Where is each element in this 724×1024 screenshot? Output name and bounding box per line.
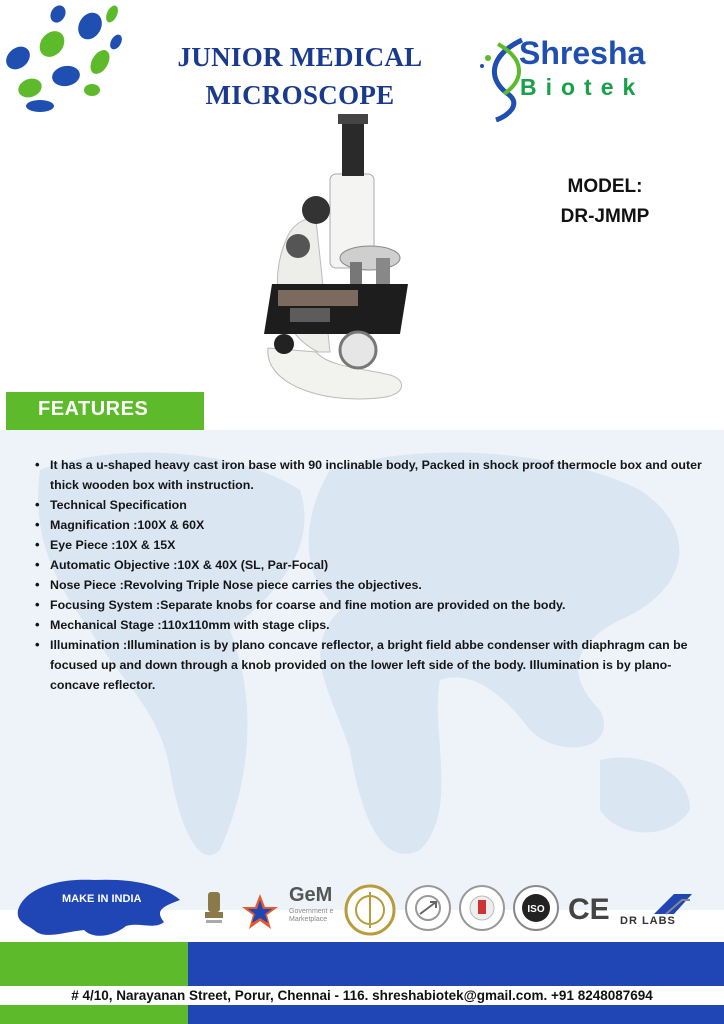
feature-item: • Automatic Objective :10X & 40X (SL, Par-Focal)	[32, 555, 712, 575]
model-value: DR-JMMP	[560, 206, 650, 227]
feature-item: • Mechanical Stage :110x110mm with stage clips.	[32, 615, 712, 635]
feature-item: • Focusing System :Separate knobs for coarse and fine motion are provided on the body.	[32, 595, 712, 615]
footer-band-green	[0, 942, 188, 986]
gem-subtitle: Government e Marketplace	[289, 908, 334, 923]
footer-strip-green	[0, 1005, 188, 1024]
dr-labs-logo-icon	[650, 892, 696, 916]
microscope-image	[258, 112, 418, 404]
dots-logo-icon	[4, 2, 124, 114]
page-title	[150, 38, 450, 114]
feature-item: • Nose Piece :Revolving Triple Nose piece carries the objectives.	[32, 575, 712, 595]
footer-address: # 4/10, Narayanan Street, Porur, Chennai - 116. shreshabiotek@gmail.com. +91 8248087694	[71, 988, 653, 1003]
who-icon	[344, 884, 396, 936]
make-in-india-label: MAKE IN INDIA	[62, 893, 142, 905]
feature-item: • Magnification :100X & 60X	[32, 515, 712, 535]
export-import-seal-icon	[404, 884, 452, 932]
gem-logo: GeM	[289, 884, 333, 906]
features-list	[32, 455, 712, 695]
dr-labs-label: DR LABS	[620, 915, 676, 927]
iso-seal-icon	[512, 884, 560, 932]
title-line-1: JUNIOR MEDICAL	[177, 42, 423, 72]
feature-item: • Eye Piece :10X & 15X	[32, 535, 712, 555]
feature-item: • It has a u-shaped heavy cast iron base with 90 inclinable body, Packed in shock proof thermocle box and outer thick wooden box with instruction.	[32, 455, 712, 495]
brand-subtitle: Biotek	[520, 74, 645, 100]
footer-band-blue	[188, 942, 724, 986]
features-heading: FEATURES	[38, 398, 149, 420]
svg-text:ISO: ISO	[527, 904, 545, 915]
ce-mark-icon: CE	[568, 893, 610, 926]
certification-seal-icon	[458, 884, 506, 932]
india-map-icon	[14, 870, 184, 942]
feature-item: • Technical Specification	[32, 495, 712, 515]
model-label: MODEL:	[567, 176, 643, 197]
brand-name: Shresha	[519, 35, 646, 71]
emblem-icon	[202, 888, 226, 928]
title-line-2: MICROSCOPE	[205, 80, 395, 110]
model-block	[540, 172, 670, 232]
features-heading-bar	[6, 392, 204, 430]
feature-item: • Illumination :Illumination is by plano concave reflector, a bright field abbe condenser with diaphragm can be focused up and down through a knob provided on the lower left side of the body. Illumination is by plano-concave reflector.	[32, 635, 712, 695]
star-logo-icon	[240, 892, 280, 932]
footer-strip-blue	[188, 1005, 724, 1024]
